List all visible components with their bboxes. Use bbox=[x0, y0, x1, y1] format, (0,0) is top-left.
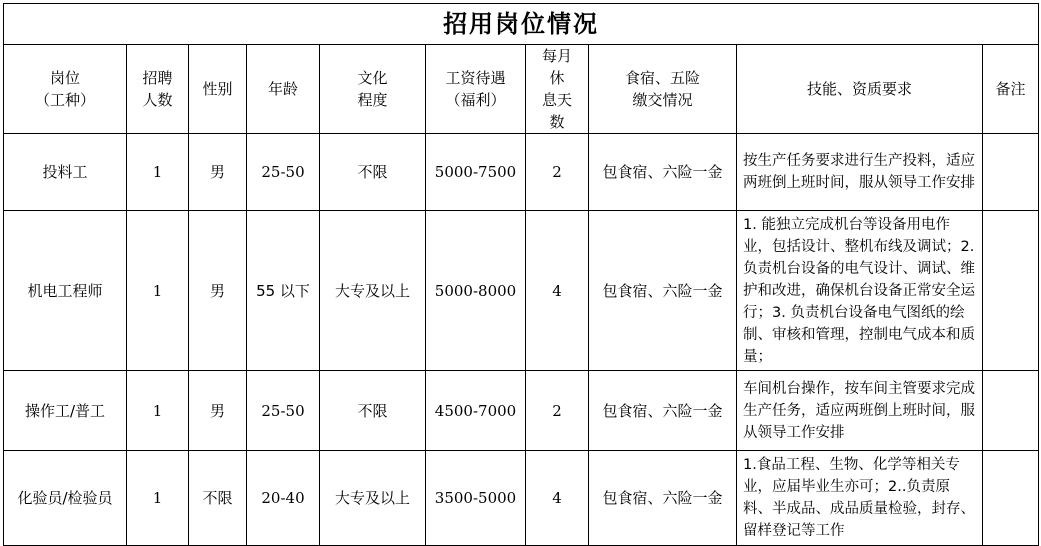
header-notes: 备注 bbox=[983, 45, 1039, 134]
cell-count: 1 bbox=[127, 371, 189, 451]
cell-notes bbox=[983, 211, 1039, 371]
cell-position: 机电工程师 bbox=[4, 211, 127, 371]
table-row bbox=[4, 134, 1039, 211]
cell-requirements: 按生产任务要求进行生产投料，适应两班倒上班时间，服从领导工作安排 bbox=[737, 134, 983, 211]
header-age: 年龄 bbox=[247, 45, 320, 134]
cell-age: 55 以下 bbox=[247, 211, 320, 371]
cell-rest-days: 4 bbox=[526, 451, 589, 546]
cell-salary: 3500-5000 bbox=[426, 451, 526, 546]
header-row bbox=[4, 45, 1039, 134]
header-education: 文化 程度 bbox=[320, 45, 426, 134]
cell-position: 化验员/检验员 bbox=[4, 451, 127, 546]
cell-salary: 5000-8000 bbox=[426, 211, 526, 371]
header-salary: 工资待遇 （福利） bbox=[426, 45, 526, 134]
cell-gender: 不限 bbox=[189, 451, 247, 546]
cell-notes bbox=[983, 371, 1039, 451]
cell-count: 1 bbox=[127, 451, 189, 546]
header-gender: 性别 bbox=[189, 45, 247, 134]
cell-benefits: 包食宿、六险一金 bbox=[589, 451, 737, 546]
cell-requirements: 1.食品工程、生物、化学等相关专业，应届毕业生亦可；2..负责原料、半成品、成品质量检验，封存、留样登记等工作 bbox=[737, 451, 983, 546]
cell-age: 25-50 bbox=[247, 134, 320, 211]
header-requirements: 技能、资质要求 bbox=[737, 45, 983, 134]
cell-education: 大专及以上 bbox=[320, 451, 426, 546]
cell-benefits: 包食宿、六险一金 bbox=[589, 211, 737, 371]
table-row bbox=[4, 451, 1039, 546]
header-rest-days: 每月 休 息天 数 bbox=[526, 45, 589, 134]
cell-education: 不限 bbox=[320, 371, 426, 451]
cell-gender: 男 bbox=[189, 371, 247, 451]
cell-gender: 男 bbox=[189, 211, 247, 371]
header-benefits: 食宿、五险 缴交情况 bbox=[589, 45, 737, 134]
cell-position: 投料工 bbox=[4, 134, 127, 211]
cell-education: 大专及以上 bbox=[320, 211, 426, 371]
cell-count: 1 bbox=[127, 211, 189, 371]
cell-age: 20-40 bbox=[247, 451, 320, 546]
header-position: 岗位 （工种） bbox=[4, 45, 127, 134]
cell-count: 1 bbox=[127, 134, 189, 211]
header-count: 招聘 人数 bbox=[127, 45, 189, 134]
cell-benefits: 包食宿、六险一金 bbox=[589, 134, 737, 211]
cell-salary: 4500-7000 bbox=[426, 371, 526, 451]
cell-requirements: 车间机台操作，按车间主管要求完成生产任务，适应两班倒上班时间，服从领导工作安排 bbox=[737, 371, 983, 451]
cell-age: 25-50 bbox=[247, 371, 320, 451]
cell-rest-days: 4 bbox=[526, 211, 589, 371]
cell-salary: 5000-7500 bbox=[426, 134, 526, 211]
table-row bbox=[4, 371, 1039, 451]
table-row bbox=[4, 211, 1039, 371]
cell-notes bbox=[983, 451, 1039, 546]
cell-position: 操作工/普工 bbox=[4, 371, 127, 451]
cell-rest-days: 2 bbox=[526, 134, 589, 211]
job-openings-table bbox=[3, 3, 1039, 546]
cell-gender: 男 bbox=[189, 134, 247, 211]
cell-education: 不限 bbox=[320, 134, 426, 211]
cell-notes bbox=[983, 134, 1039, 211]
cell-rest-days: 2 bbox=[526, 371, 589, 451]
table-title: 招用岗位情况 bbox=[4, 4, 1039, 45]
cell-requirements: 1. 能独立完成机台等设备用电作业，包括设计、整机布线及调试；2. 负责机台设备的电气设计、调试、维护和改进，确保机台设备正常安全运行；3. 负责机台设备电气图纸的绘制、审核和管理，控制电气成本和质量； bbox=[737, 211, 983, 371]
cell-benefits: 包食宿、六险一金 bbox=[589, 371, 737, 451]
